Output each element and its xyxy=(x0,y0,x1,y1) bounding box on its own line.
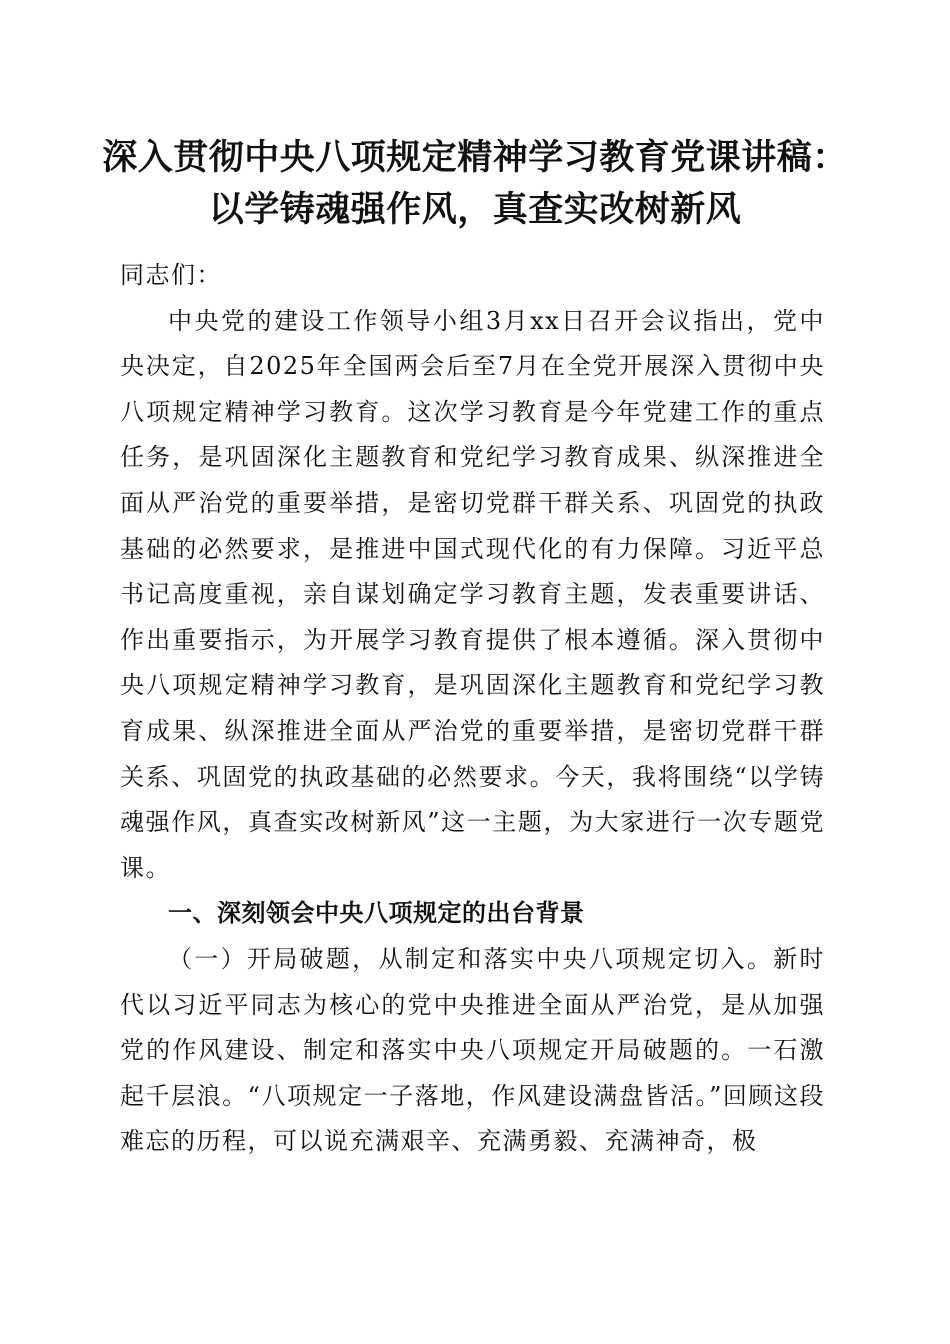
document-title xyxy=(100,132,850,236)
paragraph-intro: 中央党的建设工作领导小组3月xx日召开会议指出，党中央决定，自2025年全国两会后至7月在全党开展深入贯彻中央八项规定精神学习教育。这次学习教育是今年党建工作的重点任务，是巩固深化主题教育和党纪学习教育成果、纵深推进全面从严治党的重要举措，是密切党群干群关系、巩固党的执政基础的必然要求，是推进中国式现代化的有力保障。习近平总书记高度重视，亲自谋划确定学习教育主题，发表重要讲话、作出重要指示，为开展学习教育提供了根本遵循。深入贯彻中央八项规定精神学习教育，是巩固深化主题教育和党纪学习教育成果、纵深推进全面从严治党的重要举措，是密切党群干群关系、巩固党的执政基础的必然要求。今天，我将围绕“以学铸魂强作风，真查实改树新风”这一主题，为大家进行一次专题党课。 xyxy=(120,306,825,882)
salutation: 同志们： xyxy=(120,261,222,289)
title-line-1: 深入贯彻中央八项规定精神学习教育党课讲稿： xyxy=(102,137,848,178)
section-heading-1: 一、深刻领会中央八项规定的出台背景 xyxy=(168,899,585,928)
paragraph-section-1-1: （一）开局破题，从制定和落实中央八项规定切入。新时代以习近平同志为核心的党中央推进全面从严治党，是从加强党的作风建设、制定和落实中央八项规定开局破题的。一石激起千层浪。“八项规定一子落地，作风建设满盘皆活。”回顾这段难忘的历程，可以说充满艰辛、充满勇毅、充满神奇，极 xyxy=(120,944,825,1156)
document-body xyxy=(120,253,825,1165)
title-line-2: 以学铸魂强作风，真查实改树新风 xyxy=(208,189,742,230)
